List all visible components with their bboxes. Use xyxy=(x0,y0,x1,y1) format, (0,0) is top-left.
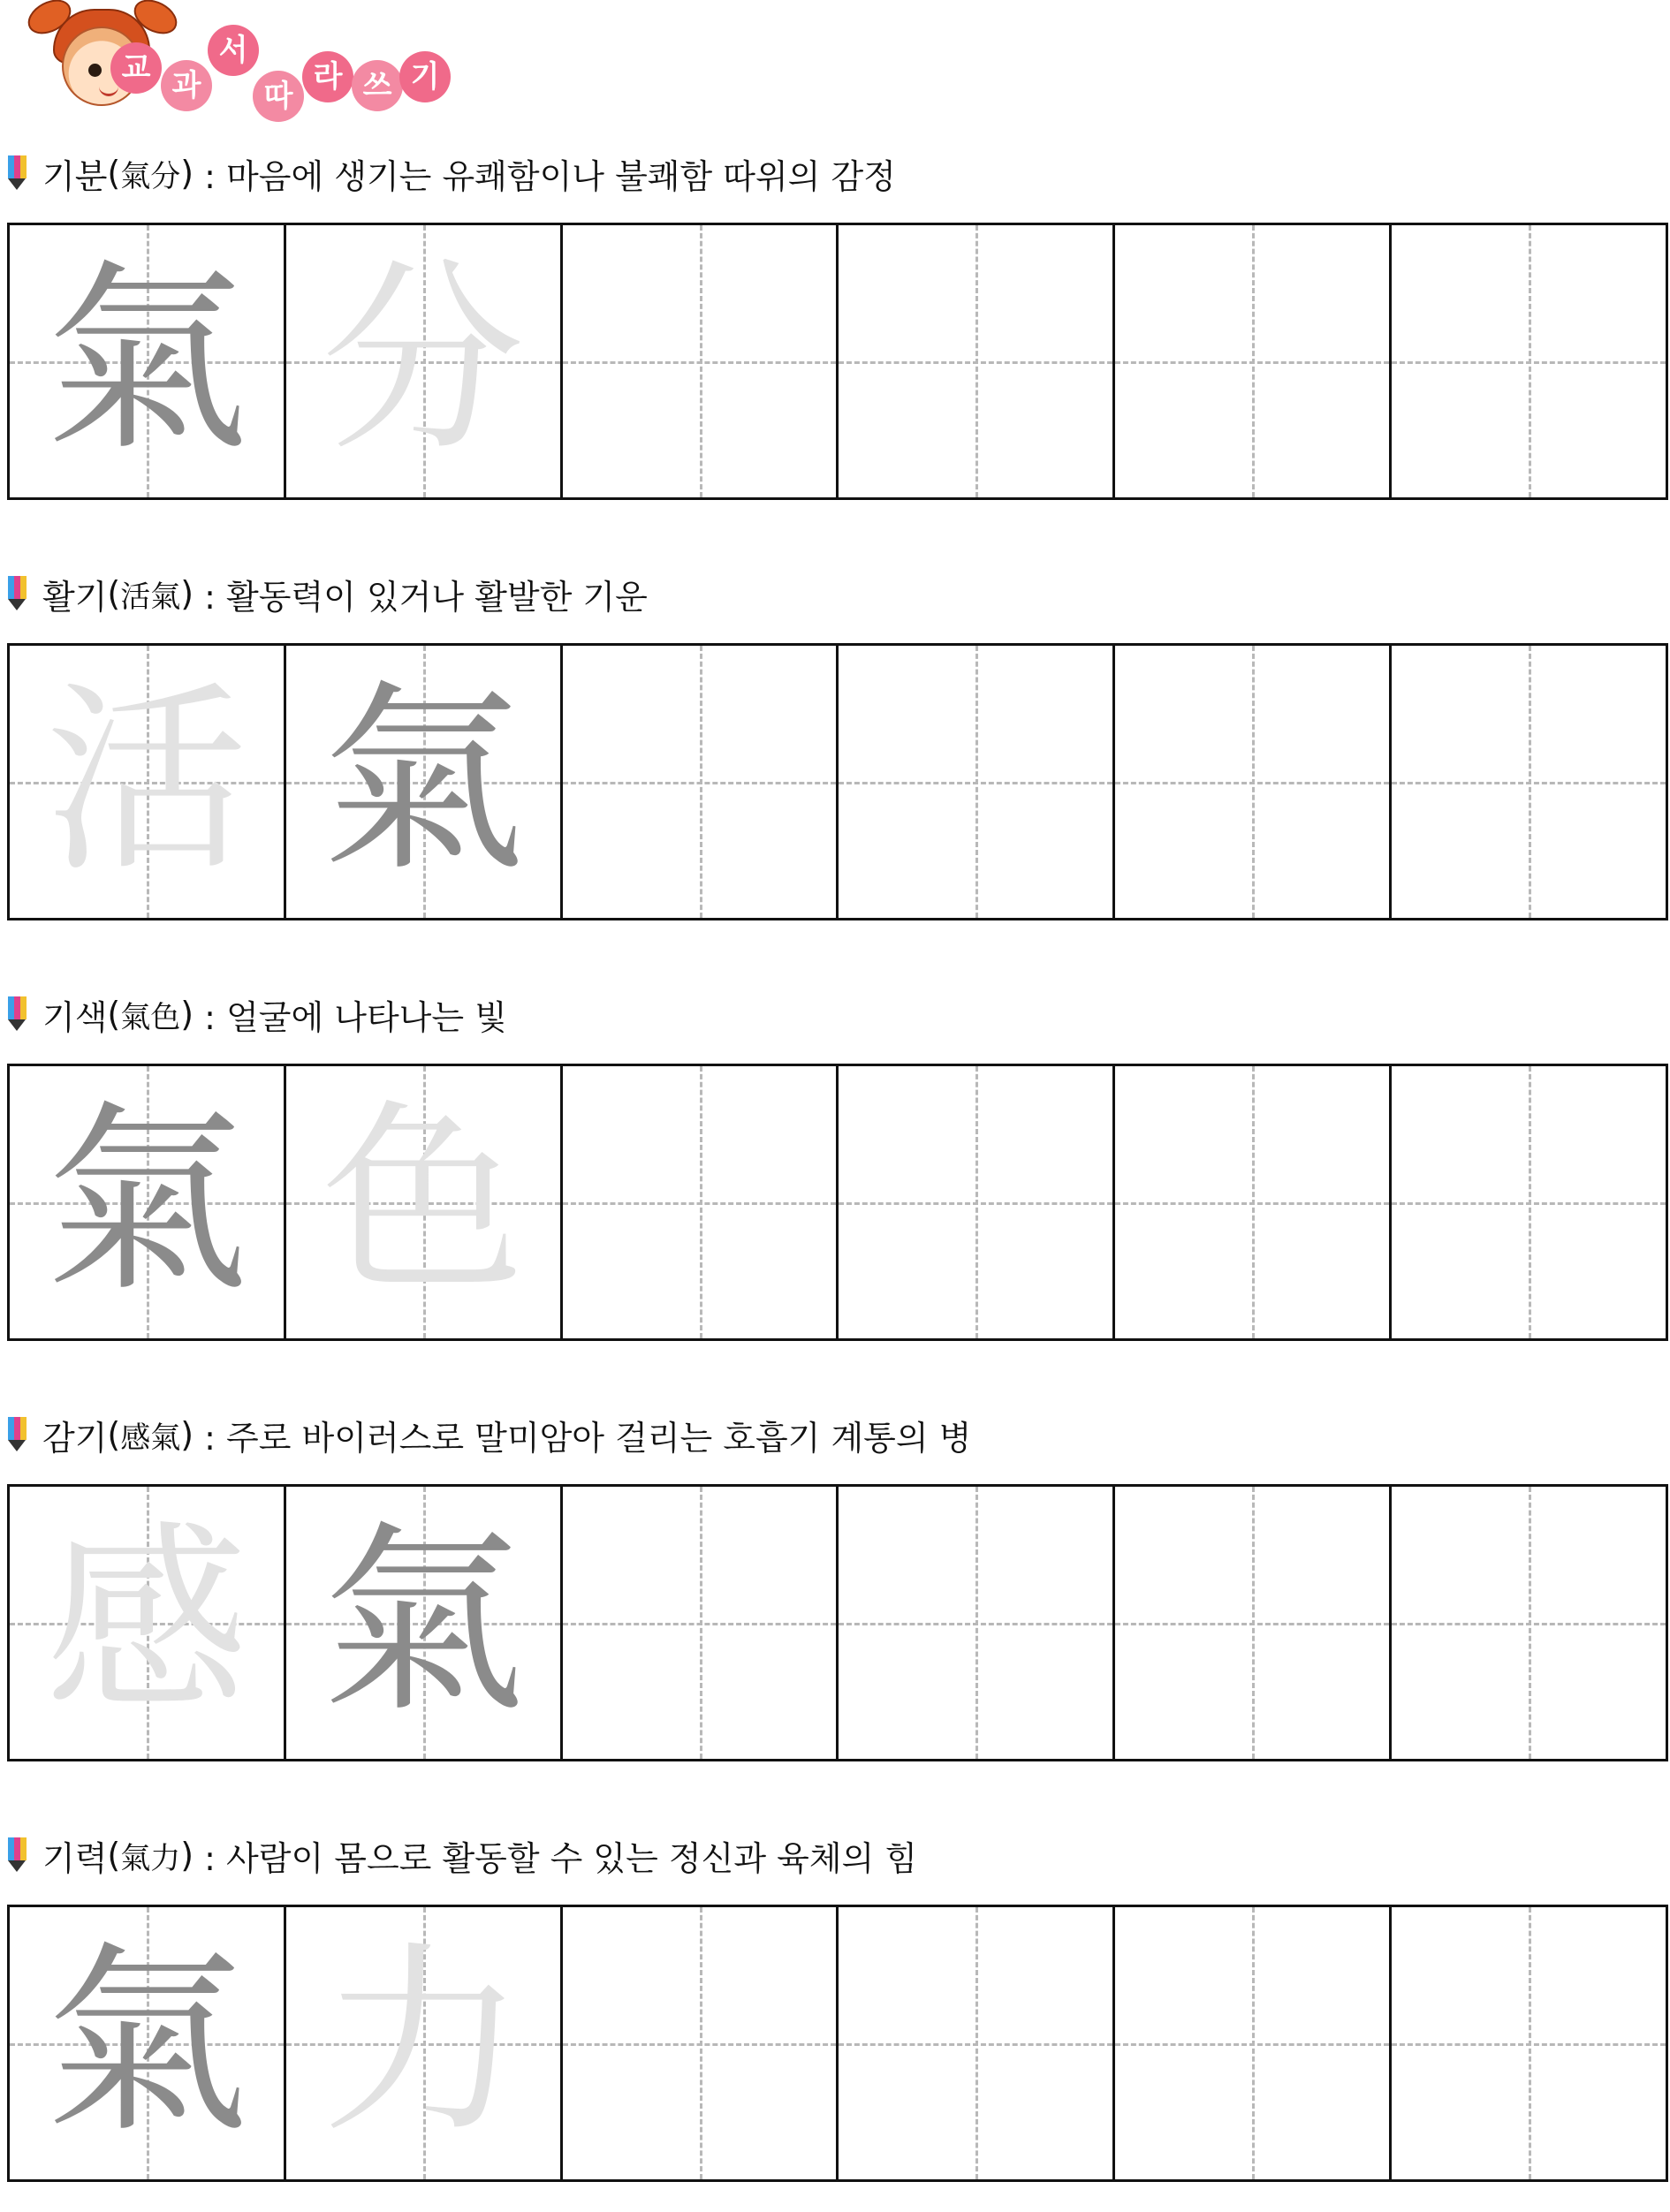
blank-practice-cell[interactable] xyxy=(839,1066,1115,1338)
guide-line-horizontal xyxy=(563,782,837,784)
vocab-word: 기분 xyxy=(42,156,108,196)
guide-line-horizontal xyxy=(1392,1623,1666,1625)
writing-grid xyxy=(7,1905,1668,2182)
logo-letter: 라 xyxy=(302,51,353,102)
blank-practice-cell[interactable] xyxy=(1392,225,1666,497)
blank-practice-cell[interactable] xyxy=(839,1907,1115,2179)
blank-practice-cell[interactable] xyxy=(563,1487,839,1759)
vocab-heading: 기력 ( 氣力 ) : 사람이 몸으로 활동할 수 있는 정신과 육체의 힘 xyxy=(7,1834,917,1876)
guide-line-horizontal xyxy=(839,1623,1112,1625)
trace-cell xyxy=(286,225,563,497)
pencil-icon xyxy=(7,996,27,1032)
blank-practice-cell[interactable] xyxy=(1392,1066,1666,1338)
textbook-copywriting-logo xyxy=(27,0,486,115)
trace-cell xyxy=(10,1487,286,1759)
logo-letter: 기 xyxy=(399,51,451,102)
trace-cell xyxy=(10,646,286,918)
trace-character: 色 xyxy=(321,1084,525,1320)
vocab-word: 기색 xyxy=(42,997,108,1037)
blank-practice-cell[interactable] xyxy=(1115,1487,1392,1759)
pencil-icon xyxy=(7,1837,27,1873)
eye-left xyxy=(88,64,102,77)
vocab-heading: 기색 ( 氣色 ) : 얼굴에 나타나는 빛 xyxy=(7,993,507,1035)
blank-practice-cell[interactable] xyxy=(1392,646,1666,918)
trace-character: 氣 xyxy=(44,1084,248,1320)
trace-cell xyxy=(286,646,563,918)
trace-cell xyxy=(286,1487,563,1759)
trace-character: 氣 xyxy=(321,663,525,899)
trace-character: 氣 xyxy=(321,1504,525,1740)
trace-cell xyxy=(286,1907,563,2179)
guide-line-horizontal xyxy=(839,1202,1112,1205)
guide-line-horizontal xyxy=(1115,1202,1389,1205)
trace-character: 氣 xyxy=(44,243,248,479)
vocab-heading: 감기 ( 感氣 ) : 주로 바이러스로 말미암아 걸리는 호흡기 계통의 병 xyxy=(7,1413,971,1456)
pencil-icon xyxy=(7,576,27,611)
blank-practice-cell[interactable] xyxy=(1392,1487,1666,1759)
guide-line-horizontal xyxy=(563,2043,837,2046)
vocab-word: 기력 xyxy=(42,1838,108,1878)
pencil-icon xyxy=(7,155,27,191)
blank-practice-cell[interactable] xyxy=(1392,1907,1666,2179)
blank-practice-cell[interactable] xyxy=(563,646,839,918)
vocab-section xyxy=(0,572,1670,943)
vocab-definition: : 주로 바이러스로 말미암아 걸리는 호흡기 계통의 병 xyxy=(194,1418,972,1458)
guide-line-horizontal xyxy=(1115,782,1389,784)
trace-cell xyxy=(10,1907,286,2179)
vocab-hanja: 感氣 xyxy=(120,1420,181,1456)
vocab-definition: : 얼굴에 나타나는 빛 xyxy=(194,997,507,1037)
blank-practice-cell[interactable] xyxy=(839,225,1115,497)
vocab-hanja: 氣色 xyxy=(120,999,181,1035)
writing-grid xyxy=(7,223,1668,500)
trace-character: 活 xyxy=(44,663,248,899)
logo-letter: 따 xyxy=(253,71,304,122)
blank-practice-cell[interactable] xyxy=(1115,1907,1392,2179)
vocab-hanja: 活氣 xyxy=(120,579,181,615)
guide-line-horizontal xyxy=(1392,2043,1666,2046)
vocab-hanja: 氣力 xyxy=(120,1840,181,1876)
logo-letter: 서 xyxy=(208,25,259,76)
trace-cell xyxy=(10,225,286,497)
guide-line-horizontal xyxy=(1115,361,1389,364)
blank-practice-cell[interactable] xyxy=(1115,1066,1392,1338)
writing-grid xyxy=(7,1064,1668,1341)
guide-line-horizontal xyxy=(563,1202,837,1205)
blank-practice-cell[interactable] xyxy=(839,646,1115,918)
trace-character: 氣 xyxy=(44,1925,248,2161)
logo-letter: 교 xyxy=(110,42,162,94)
writing-grid xyxy=(7,1484,1668,1761)
logo-letter: 과 xyxy=(161,60,212,111)
guide-line-horizontal xyxy=(1392,782,1666,784)
blank-practice-cell[interactable] xyxy=(1115,646,1392,918)
guide-line-horizontal xyxy=(563,361,837,364)
writing-grid xyxy=(7,643,1668,920)
guide-line-horizontal xyxy=(839,361,1112,364)
blank-practice-cell[interactable] xyxy=(563,225,839,497)
guide-line-horizontal xyxy=(1115,1623,1389,1625)
trace-character: 感 xyxy=(44,1504,248,1740)
vocab-word: 활기 xyxy=(42,577,108,617)
vocab-section xyxy=(0,152,1670,523)
guide-line-horizontal xyxy=(1115,2043,1389,2046)
blank-practice-cell[interactable] xyxy=(563,1066,839,1338)
trace-character: 力 xyxy=(321,1925,525,2161)
logo-letter: 쓰 xyxy=(352,60,403,111)
blank-practice-cell[interactable] xyxy=(839,1487,1115,1759)
vocab-definition: : 사람이 몸으로 활동할 수 있는 정신과 육체의 힘 xyxy=(194,1838,918,1878)
blank-practice-cell[interactable] xyxy=(563,1907,839,2179)
guide-line-horizontal xyxy=(563,1623,837,1625)
vocab-definition: : 마음에 생기는 유쾌함이나 불쾌함 따위의 감정 xyxy=(194,156,896,196)
blank-practice-cell[interactable] xyxy=(1115,225,1392,497)
vocab-heading: 활기 ( 活氣 ) : 활동력이 있거나 활발한 기운 xyxy=(7,572,648,615)
pencil-icon xyxy=(7,1417,27,1452)
guide-line-horizontal xyxy=(839,782,1112,784)
vocab-section xyxy=(0,993,1670,1364)
trace-cell xyxy=(10,1066,286,1338)
guide-line-horizontal xyxy=(839,2043,1112,2046)
trace-character: 分 xyxy=(321,243,525,479)
trace-cell xyxy=(286,1066,563,1338)
guide-line-horizontal xyxy=(1392,1202,1666,1205)
vocab-heading: 기분 ( 氣分 ) : 마음에 생기는 유쾌함이나 불쾌함 따위의 감정 xyxy=(7,152,896,194)
vocab-word: 감기 xyxy=(42,1418,108,1458)
guide-line-horizontal xyxy=(1392,361,1666,364)
vocab-hanja: 氣分 xyxy=(120,158,181,194)
vocab-section xyxy=(0,1413,1670,1784)
vocab-definition: : 활동력이 있거나 활발한 기운 xyxy=(194,577,648,617)
vocab-section xyxy=(0,1834,1670,2205)
